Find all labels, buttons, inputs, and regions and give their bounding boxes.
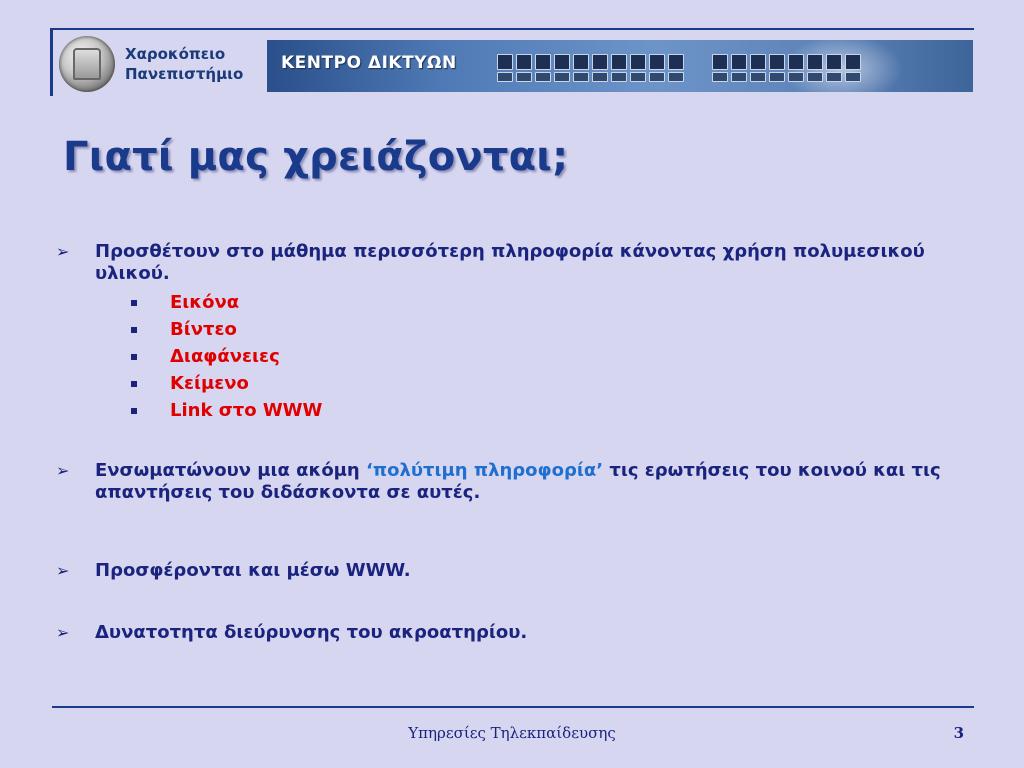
sub-item-label: Εικόνα: [170, 292, 240, 313]
footer-title: Υπηρεσίες Τηλεκπαίδευσης: [408, 724, 616, 742]
banner-title: ΚΕΝΤΡΟ ΔΙΚΤΥΩΝ: [281, 53, 457, 73]
bullet-text: Προσθέτουν στο μάθημα περισσότερη πληροφορία κάνοντας χρήση πολυμεσικού υλικού.: [95, 241, 925, 284]
slide-title: Γιατί μας χρειάζονται;: [63, 134, 569, 180]
highlighted-phrase: ‘πολύτιμη πληροφορία’: [366, 460, 604, 481]
sub-item-label: Link στο WWW: [170, 400, 323, 421]
arrow-bullet-icon: ➢: [56, 561, 70, 580]
slide-header: [50, 28, 974, 96]
bullet-text: Δυνατοτητα διεύρυνσης του ακροατηρίου.: [95, 622, 528, 643]
sub-item-label: Κείμενο: [170, 373, 249, 394]
square-bullet-icon: [131, 300, 137, 306]
footer-divider: [52, 706, 974, 708]
university-name-line2: Πανεπιστήμιο: [125, 65, 244, 83]
bullet-text: [95, 460, 975, 504]
arrow-bullet-icon: ➢: [56, 242, 70, 261]
page-number: 3: [953, 724, 964, 742]
bullet-text-after: τις ερωτήσεις του κοινού και τις απαντήσεις του διδάσκοντα σε αυτές.: [95, 460, 941, 503]
square-bullet-icon: [131, 327, 137, 333]
arrow-bullet-icon: ➢: [56, 623, 70, 642]
bullet-text: Προσφέρονται και μέσω WWW.: [95, 560, 411, 581]
square-bullet-icon: [131, 381, 137, 387]
university-seal-icon: [59, 36, 115, 92]
university-name: [125, 44, 265, 84]
arrow-bullet-icon: ➢: [56, 461, 70, 480]
bullet-text-before: Ενσωματώνουν μια ακόμη: [95, 460, 367, 481]
network-center-banner: [267, 40, 973, 92]
university-name-line1: Χαροκόπειο: [125, 45, 226, 63]
sub-item-label: Διαφάνειες: [170, 346, 280, 367]
sub-item-label: Βίντεο: [170, 319, 237, 340]
square-bullet-icon: [131, 354, 137, 360]
switch-ports-icon: [497, 54, 684, 72]
square-bullet-icon: [131, 408, 137, 414]
